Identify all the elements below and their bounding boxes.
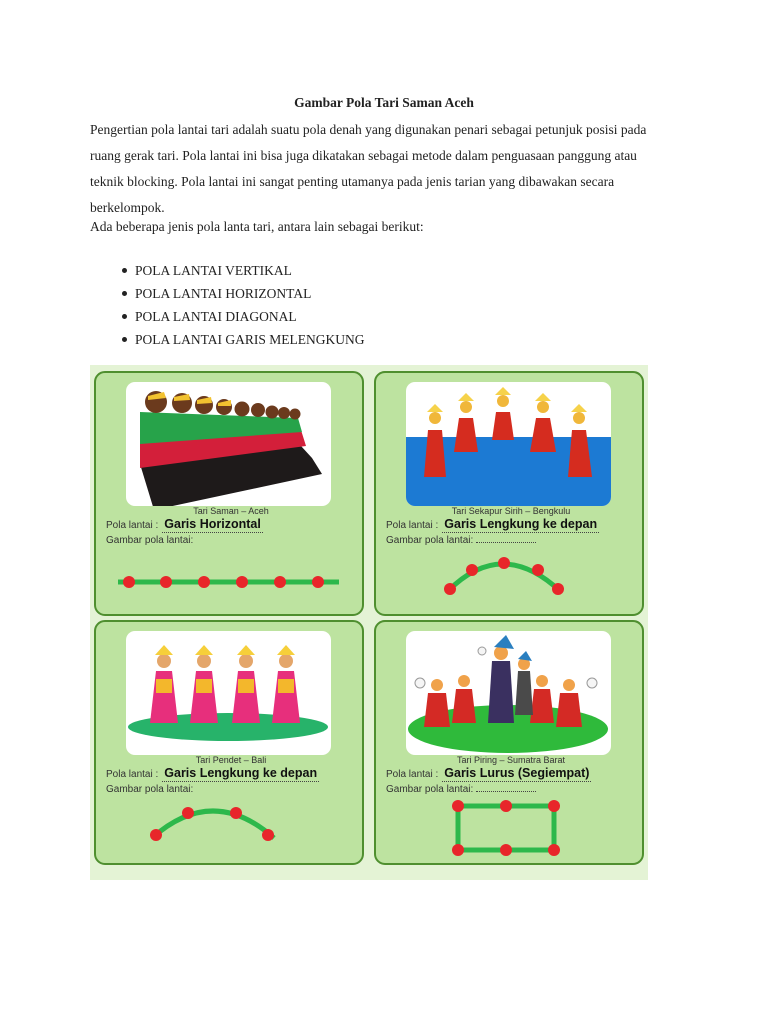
gambar-pola-label: Gambar pola lantai: (386, 535, 474, 546)
gambar-pola-label: Gambar pola lantai: (386, 784, 474, 795)
pendet-dancers-illustration (126, 631, 331, 755)
paragraph-line: berkelompok. (90, 200, 165, 215)
pattern-value: Garis Lurus (Segiempat) (444, 766, 590, 780)
paragraph-line: ruang gerak tari. Pola lantai ini bisa juga dikatakan sebagai metode dalam penguasaan panggung atau (90, 148, 637, 163)
card-tari-sekapur-sirih (374, 371, 644, 616)
saman-dancers-illustration (126, 382, 331, 506)
pola-lantai-row (386, 766, 636, 782)
pattern-value: Garis Lengkung ke depan (444, 517, 598, 531)
dancer-dot (230, 807, 242, 819)
gambar-pola-row (386, 535, 536, 546)
pattern-value: Garis Horizontal (164, 517, 261, 531)
dancer-dot (312, 576, 324, 588)
gambar-pola-label: Gambar pola lantai: (106, 784, 194, 795)
dancer-dot (452, 800, 464, 812)
curve-line-diagram (96, 798, 366, 858)
gambar-pola-row (106, 535, 193, 546)
dancer-dot (500, 800, 512, 812)
definition-paragraph (90, 117, 680, 221)
dancer-dot (532, 564, 544, 576)
pola-lantai-label: Pola lantai : (106, 520, 159, 531)
paragraph-line: Pengertian pola lantai tari adalah suatu pola denah yang digunakan penari sebagai petunjuk posisi pada (90, 122, 647, 137)
dancer-dot (236, 576, 248, 588)
pola-lantai-row (106, 766, 356, 782)
card-tari-saman (94, 371, 364, 616)
pola-lantai-label: Pola lantai : (386, 769, 439, 780)
dancer-dot (182, 807, 194, 819)
card-tari-piring (374, 620, 644, 865)
list-item: POLA LANTAI DIAGONAL (122, 305, 365, 328)
dancer-dot (262, 829, 274, 841)
dancer-dot (150, 829, 162, 841)
dancer-dot (123, 576, 135, 588)
dancer-dot (452, 844, 464, 856)
sekapur-sirih-dancers-illustration (406, 382, 611, 506)
floor-pattern-figure (90, 365, 648, 880)
pola-lantai-label: Pola lantai : (386, 520, 439, 531)
gambar-pola-label: Gambar pola lantai: (106, 535, 194, 546)
gambar-pola-row (386, 784, 536, 795)
card-caption: Tari Piring – Sumatra Barat (456, 755, 566, 765)
dancer-dot (274, 576, 286, 588)
card-caption: Tari Pendet – Bali (195, 755, 267, 765)
rectangle-line-diagram (376, 798, 646, 858)
paragraph-line: teknik blocking. Pola lantai ini sangat penting utamanya pada jenis tarian yang dibawakan secara (90, 174, 615, 189)
list-item: POLA LANTAI GARIS MELENGKUNG (122, 328, 365, 351)
intro-text: Ada beberapa jenis pola lanta tari, antara lain sebagai berikut: (90, 219, 424, 234)
horizontal-line-diagram (96, 549, 366, 609)
dancer-dot (198, 576, 210, 588)
piring-dancers-illustration (406, 631, 611, 755)
dancer-dot (552, 583, 564, 595)
pola-lantai-row (106, 517, 356, 533)
document-title: Gambar Pola Tari Saman Aceh (294, 95, 474, 110)
pola-lantai-row (386, 517, 636, 533)
dancer-dot (466, 564, 478, 576)
list-item: POLA LANTAI VERTIKAL (122, 259, 365, 282)
dancer-dot (160, 576, 172, 588)
card-caption: Tari Sekapur Sirih – Bengkulu (451, 506, 571, 516)
dancer-dot (444, 583, 456, 595)
curve-line-diagram (376, 549, 646, 609)
dancer-dot (548, 800, 560, 812)
floor-pattern-list (122, 259, 365, 351)
pattern-value: Garis Lengkung ke depan (164, 766, 318, 780)
dancer-dot (498, 557, 510, 569)
list-item: POLA LANTAI HORIZONTAL (122, 282, 365, 305)
card-caption: Tari Saman – Aceh (193, 506, 269, 516)
card-tari-pendet (94, 620, 364, 865)
dancer-dot (548, 844, 560, 856)
pola-lantai-label: Pola lantai : (106, 769, 159, 780)
gambar-pola-row (106, 784, 193, 795)
dancer-dot (500, 844, 512, 856)
